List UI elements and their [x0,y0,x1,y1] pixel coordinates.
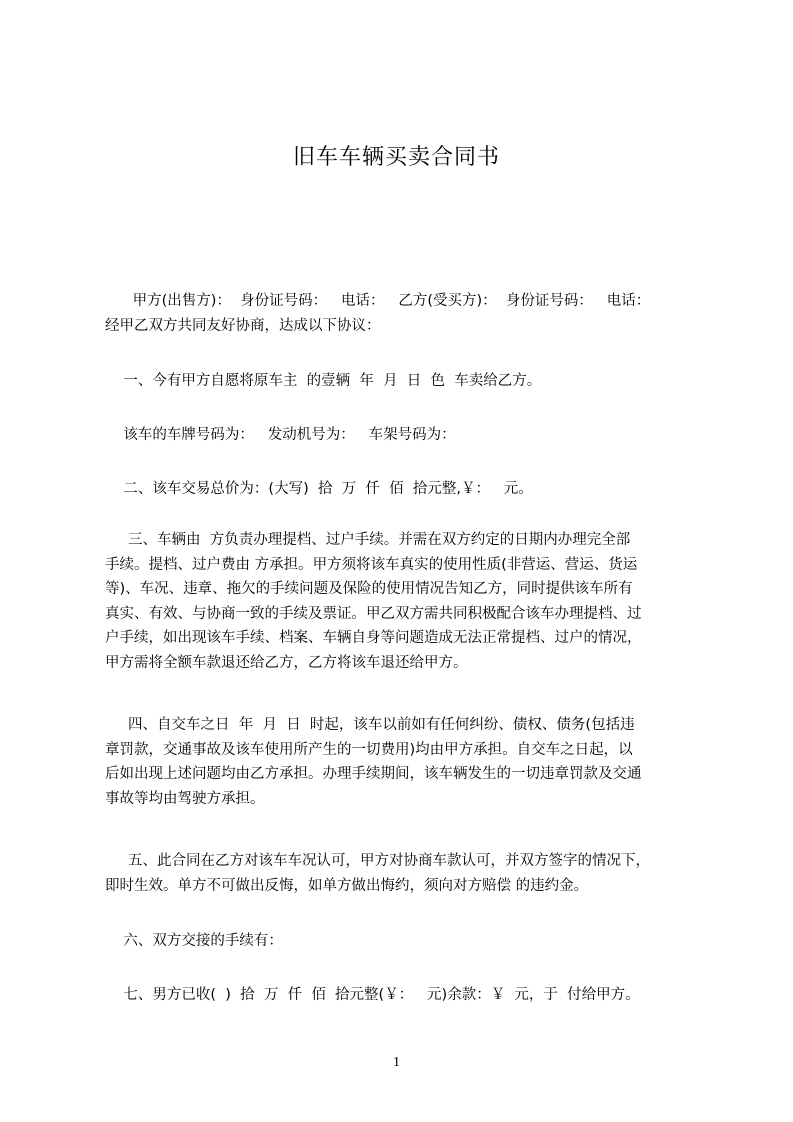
clause-5 [105,849,700,898]
text-line: 二、该车交易总价为：(大写) 拾 万 仟 佰 拾元整,￥： 元。 [105,481,533,497]
text-line: 三、车辆由 方负责办理提档、过户手续。并需在双方约定的日期内办理完全部 [105,532,631,548]
document-title: 旧车车辆买卖合同书 [292,145,500,170]
text-line: 事故等均由驾驶方承担。 [105,790,265,807]
text-line: 即时生效。单方不可做出反悔，如单方做出悔约，须向对方赔偿 的违约金。 [105,877,589,894]
parties-paragraph [105,289,700,338]
text-line: 甲方需将全额车款退还给乙方，乙方将该车退还给甲方。 [105,654,468,671]
clause-1 [105,369,700,394]
text-line: 章罚款，交通事故及该车使用所产生的一切费用)均由甲方承担。自交车之日起，以 [105,741,633,758]
text-line: 真实、有效、与协商一致的手续及票证。甲乙双方需共同积极配合该车办理提档、过 [105,605,642,622]
text-line: 六、双方交接的手续有： [105,933,283,949]
clause-6 [105,929,700,954]
clause-4 [105,713,700,811]
text-line: 后如出现上述问题均由乙方承担。办理手续期间，该车辆发生的一切违章罚款及交通 [105,766,642,782]
page-number: 1 [393,1055,400,1070]
clause-2 [105,477,700,502]
text-line: 甲方(出售方)： 身份证号码： 电话： 乙方(受买方)： 身份证号码： 电话： [105,293,651,309]
text-line: 四、自交车之日 年 月 日 时起，该车以前如有任何纠纷、债权、债务(包括违 [105,717,635,733]
clause-3 [105,528,700,675]
text-line: 等)、车况、违章、拖欠的手续问题及保险的使用情况告知乙方，同时提供该车所有 [105,581,633,597]
text-line: 户手续，如出现该车手续、档案、车辆自身等问题造成无法正常提档、过户的情况， [105,630,642,646]
text-line: 该车的车牌号码为： 发动机号为： 车架号码为： [105,427,456,443]
clause-7 [105,983,700,1008]
text-line: 经甲乙双方共同友好协商，达成以下协议： [105,317,381,334]
text-line: 七、男方已收( ) 拾 万 仟 佰 拾元整(￥： 元)余款：￥ 元，于 付给甲方。 [105,987,640,1003]
text-line: 一、今有甲方自愿将原车主 的壹辆 年 月 日 色 车卖给乙方。 [105,373,542,389]
text-line: 五、此合同在乙方对该车车况认可，甲方对协商车款认可，并双方签字的情况下， [105,853,651,869]
plate-info [105,423,700,448]
text-line: 手续。提档、过户费由 方承担。甲方须将该车真实的使用性质(非营运、营运、货运 [105,556,638,573]
